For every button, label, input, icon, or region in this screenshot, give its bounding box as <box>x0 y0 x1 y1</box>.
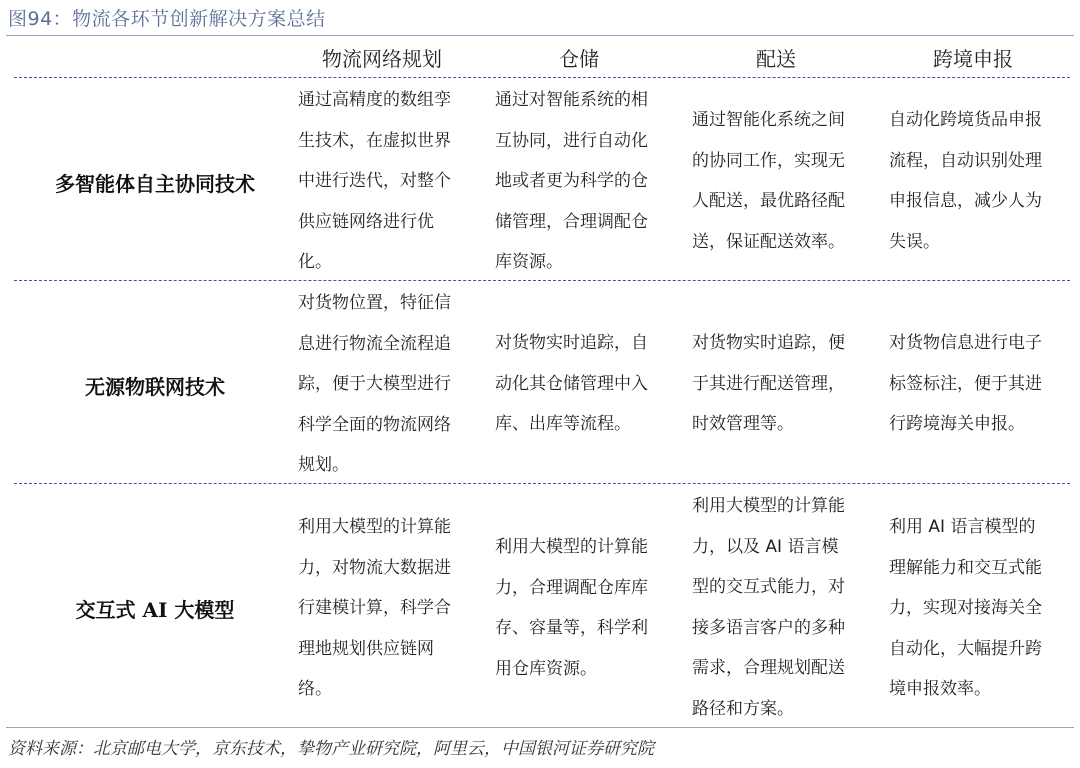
cell-text-line: 化。 <box>298 252 332 272</box>
table-cell <box>298 283 451 486</box>
cell-text-line: 送，保证配送效率。 <box>692 231 845 252</box>
table-cell <box>495 323 648 445</box>
table-cell <box>495 527 648 689</box>
cell-text-line: 力，实现对接海关全 <box>889 598 1042 618</box>
table-cell <box>495 80 648 283</box>
table-cell <box>692 486 845 729</box>
cell-text-line: 存、容量等，科学利 <box>495 618 648 638</box>
cell-text-line: 的协同工作，实现无 <box>692 150 845 171</box>
cell-text-line: 行跨境海关申报。 <box>889 414 1025 434</box>
cell-text-line: 利用大模型的计算能 <box>298 517 451 537</box>
cell-text-line: 理地规划供应链网 <box>298 638 434 659</box>
cell-text-line: 地或者更为科学的仓 <box>495 171 648 191</box>
cell-text-line: 失误。 <box>889 231 940 252</box>
source-note: 资料来源：北京邮电大学，京东技术，挚物产业研究院，阿里云，中国银河证券研究院 <box>8 739 654 759</box>
header-divider <box>14 77 1070 78</box>
cell-text-line: 申报信息，减少人为 <box>889 191 1042 211</box>
cell-text-line: 境申报效率。 <box>889 679 991 699</box>
cell-text-line: 时效管理等。 <box>692 414 794 434</box>
table-cell <box>889 323 1042 445</box>
cell-text-line: 储管理，合理调配仓 <box>495 211 648 232</box>
cell-text-line: 型的交互式能力，对 <box>692 577 845 597</box>
row-label-multi-agent: 多智能体自主协同技术 <box>55 172 255 196</box>
cell-text-line: 中进行迭代，对整个 <box>298 171 451 191</box>
table-cell <box>298 80 451 283</box>
figure-title: 图94：物流各环节创新解决方案总结 <box>8 8 326 30</box>
cell-text-line: 利用大模型的计算能 <box>495 537 648 557</box>
row-divider-2 <box>14 483 1070 484</box>
column-header-cross-border: 跨境申报 <box>933 47 1013 71</box>
cell-text-line: 标签标注，便于其进 <box>889 373 1042 394</box>
column-header-logistics-network: 物流网络规划 <box>322 47 442 71</box>
cell-text-line: 对货物实时追踪，便 <box>692 333 845 353</box>
cell-text-line: 通过智能化系统之间 <box>692 110 845 130</box>
row-label-interactive-ai: 交互式 AI 大模型 <box>75 598 235 622</box>
cell-text-line: 规划。 <box>298 455 349 475</box>
bottom-rule <box>6 727 1074 728</box>
cell-text-line: 力，以及 AI 语言模 <box>692 536 839 557</box>
table-cell <box>889 100 1042 262</box>
cell-text-line: 路径和方案。 <box>692 698 794 719</box>
column-header-warehousing: 仓储 <box>559 47 599 71</box>
cell-text-line: 对货物实时追踪，自 <box>495 333 648 353</box>
cell-text-line: 互协同，进行自动化 <box>495 130 648 151</box>
cell-text-line: 息进行物流全流程追 <box>298 333 451 354</box>
cell-text-line: 理解能力和交互式能 <box>889 557 1042 578</box>
cell-text-line: 对货物位置，特征信 <box>298 293 451 313</box>
top-rule <box>6 35 1074 36</box>
cell-text-line: 对货物信息进行电子 <box>889 333 1042 353</box>
cell-text-line: 库资源。 <box>495 252 563 272</box>
row-label-passive-iot: 无源物联网技术 <box>85 375 225 399</box>
cell-text-line: 自动化，大幅提升跨 <box>889 638 1042 659</box>
cell-text-line: 接多语言客户的多种 <box>692 617 845 638</box>
cell-text-line: 力，对物流大数据进 <box>298 557 451 578</box>
column-header-delivery: 配送 <box>756 47 796 71</box>
cell-text-line: 生技术，在虚拟世界 <box>298 130 451 151</box>
table-cell <box>889 507 1042 710</box>
cell-text-line: 需求，合理规划配送 <box>692 658 845 678</box>
cell-text-line: 于其进行配送管理， <box>692 373 845 394</box>
table-cell <box>692 100 845 262</box>
cell-text-line: 人配送，最优路径配 <box>692 191 845 211</box>
cell-text-line: 科学全面的物流网络 <box>298 414 451 435</box>
cell-text-line: 利用 AI 语言模型的 <box>889 517 1036 537</box>
cell-text-line: 供应链网络进行优 <box>298 211 434 232</box>
cell-text-line: 动化其仓储管理中入 <box>495 373 648 394</box>
cell-text-line: 力，合理调配仓库库 <box>495 577 648 598</box>
cell-text-line: 自动化跨境货品申报 <box>889 110 1042 130</box>
cell-text-line: 库、出库等流程。 <box>495 414 631 434</box>
cell-text-line: 踪，便于大模型进行 <box>298 374 451 394</box>
table-cell <box>298 507 451 710</box>
cell-text-line: 通过高精度的数组孪 <box>298 90 451 110</box>
cell-text-line: 利用大模型的计算能 <box>692 496 845 516</box>
cell-text-line: 络。 <box>298 679 332 699</box>
cell-text-line: 行建模计算，科学合 <box>298 598 451 618</box>
cell-text-line: 流程，自动识别处理 <box>889 150 1042 171</box>
cell-text-line: 用仓库资源。 <box>495 658 597 679</box>
table-cell <box>692 323 845 445</box>
cell-text-line: 通过对智能系统的相 <box>495 90 648 110</box>
